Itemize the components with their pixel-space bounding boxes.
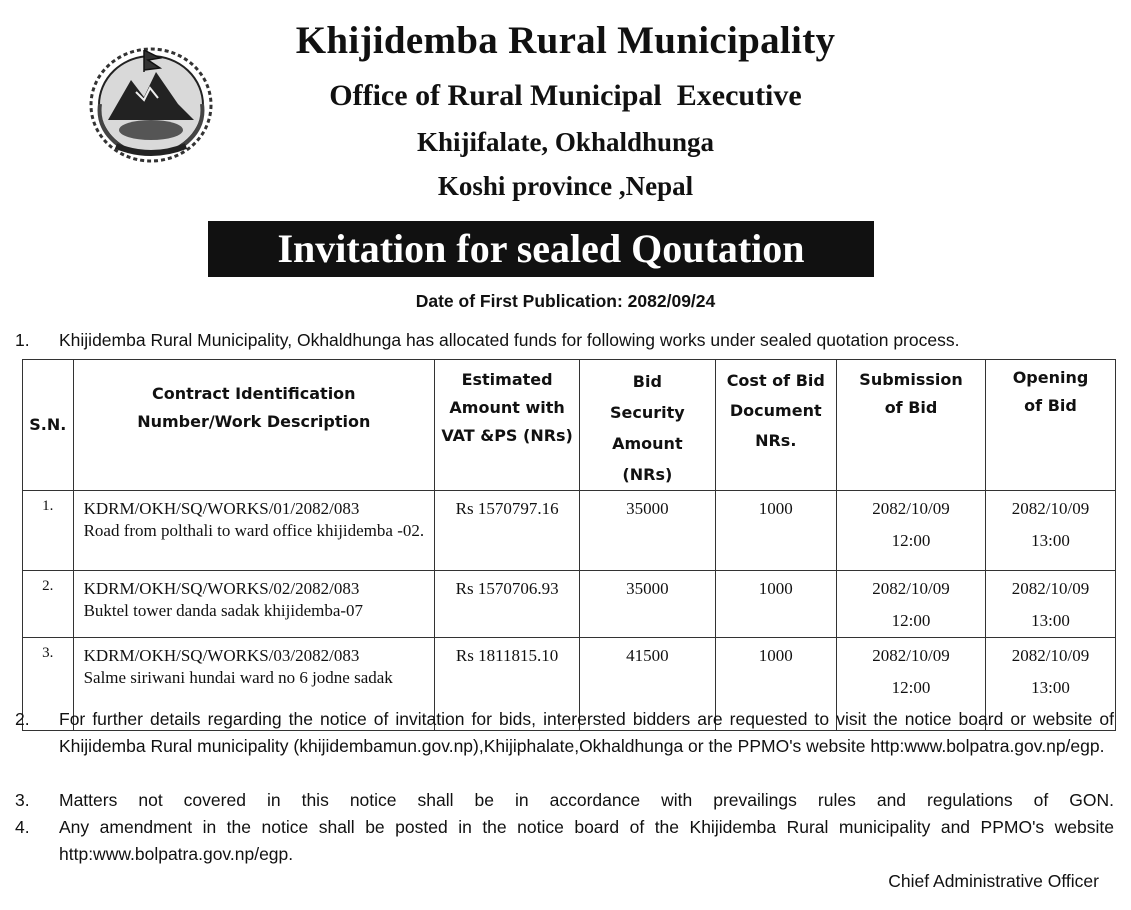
submission-date: 2082/10/09 — [872, 579, 950, 598]
estimated-amount: Rs 1570706.93 — [434, 571, 579, 638]
paragraph-text: Khijidemba Rural Municipality, Okhaldhunga has allocated funds for following works under sealed quotation process. — [59, 330, 960, 350]
work-description: Buktel tower danda sadak khijidemba-07 — [83, 601, 364, 620]
contract-id: KDRM/OKH/SQ/WORKS/03/2082/083 — [83, 646, 360, 665]
opening-date: 2082/10/09 — [1011, 579, 1090, 598]
submission-datetime — [837, 491, 986, 571]
paragraph-text: Matters not covered in this notice shall be in accordance with prevailings rules and regulations of GON. — [59, 790, 1114, 810]
paragraph-text: Any amendment in the notice shall be posted in the notice board of the Khijidemba Rural municipality and PPMO's website http:www.bolpatra.gov.np/egp. — [59, 817, 1114, 864]
opening-datetime — [986, 571, 1116, 638]
municipality-name: Khijidemba Rural Municipality — [295, 19, 836, 62]
paragraph-number: 2. — [15, 709, 30, 729]
bid-document-cost: 1000 — [715, 571, 837, 638]
column-header: Bid Security Amount (NRs) — [580, 360, 715, 491]
column-header: S.N. — [23, 360, 74, 491]
row-sn: 1. — [23, 491, 74, 571]
notice-title-banner: Invitation for sealed Qoutation — [208, 221, 874, 277]
bid-document-cost: 1000 — [715, 491, 837, 571]
opening-time: 13:00 — [1031, 611, 1070, 630]
paragraph-number: 4. — [15, 817, 30, 837]
opening-time: 13:00 — [1031, 531, 1070, 550]
submission-datetime — [837, 571, 986, 638]
office-address: Khijifalate, Okhaldhunga — [416, 127, 715, 157]
estimated-amount: Rs 1811815.10 — [434, 638, 579, 731]
bid-document-cost: 1000 — [715, 638, 837, 731]
work-description: Road from polthali to ward office khijidemba -02. — [83, 521, 425, 540]
column-header: Contract Identification Number/Work Description — [73, 360, 434, 491]
works-table — [22, 359, 1116, 731]
column-header: Cost of Bid Document NRs. — [715, 360, 837, 491]
row-work — [73, 491, 434, 571]
publication-date: Date of First Publication: 2082/09/24 — [415, 291, 716, 311]
bid-security: 35000 — [580, 571, 715, 638]
opening-date: 2082/10/09 — [1011, 499, 1090, 518]
province-line: Koshi province ,Nepal — [437, 171, 694, 201]
bid-security: 41500 — [580, 638, 715, 731]
table-row — [23, 491, 1116, 571]
submission-date: 2082/10/09 — [872, 646, 950, 665]
estimated-amount: Rs 1570797.16 — [434, 491, 579, 571]
work-description: Salme siriwani hundai ward no 6 jodne sadak — [83, 668, 393, 687]
table-row — [23, 571, 1116, 638]
submission-date: 2082/10/09 — [872, 499, 950, 518]
paragraph-number: 3. — [15, 790, 30, 810]
bid-security: 35000 — [580, 491, 715, 571]
submission-time: 12:00 — [891, 611, 931, 630]
column-header: Estimated Amount with VAT &PS (NRs) — [434, 360, 579, 491]
row-sn: 2. — [23, 571, 74, 638]
opening-time: 13:00 — [1031, 678, 1070, 697]
paragraph-text: For further details regarding the notice of invitation for bids, interersted bidders are requested to visit the notice board or website of Khijidemba Rural municipality (khijidembamun.gov.np),Khijiphalate,Okhaldhunga or the PPMO's website http:www.bolpatra.gov.np/egp. — [59, 709, 1114, 756]
row-sn: 3. — [23, 638, 74, 731]
submission-time: 12:00 — [891, 678, 931, 697]
submission-time: 12:00 — [891, 531, 931, 550]
signatory-title: Chief Administrative Officer — [888, 871, 1099, 891]
table-header-row — [23, 360, 1116, 491]
opening-datetime — [986, 491, 1116, 571]
office-name: Office of Rural Municipal Executive — [329, 79, 802, 112]
paragraph-number: 1. — [15, 330, 30, 350]
opening-date: 2082/10/09 — [1011, 646, 1090, 665]
column-header: Opening of Bid — [986, 360, 1116, 491]
column-header: Submission of Bid — [837, 360, 986, 491]
contract-id: KDRM/OKH/SQ/WORKS/02/2082/083 — [83, 579, 360, 598]
row-work — [73, 571, 434, 638]
contract-id: KDRM/OKH/SQ/WORKS/01/2082/083 — [83, 499, 360, 518]
